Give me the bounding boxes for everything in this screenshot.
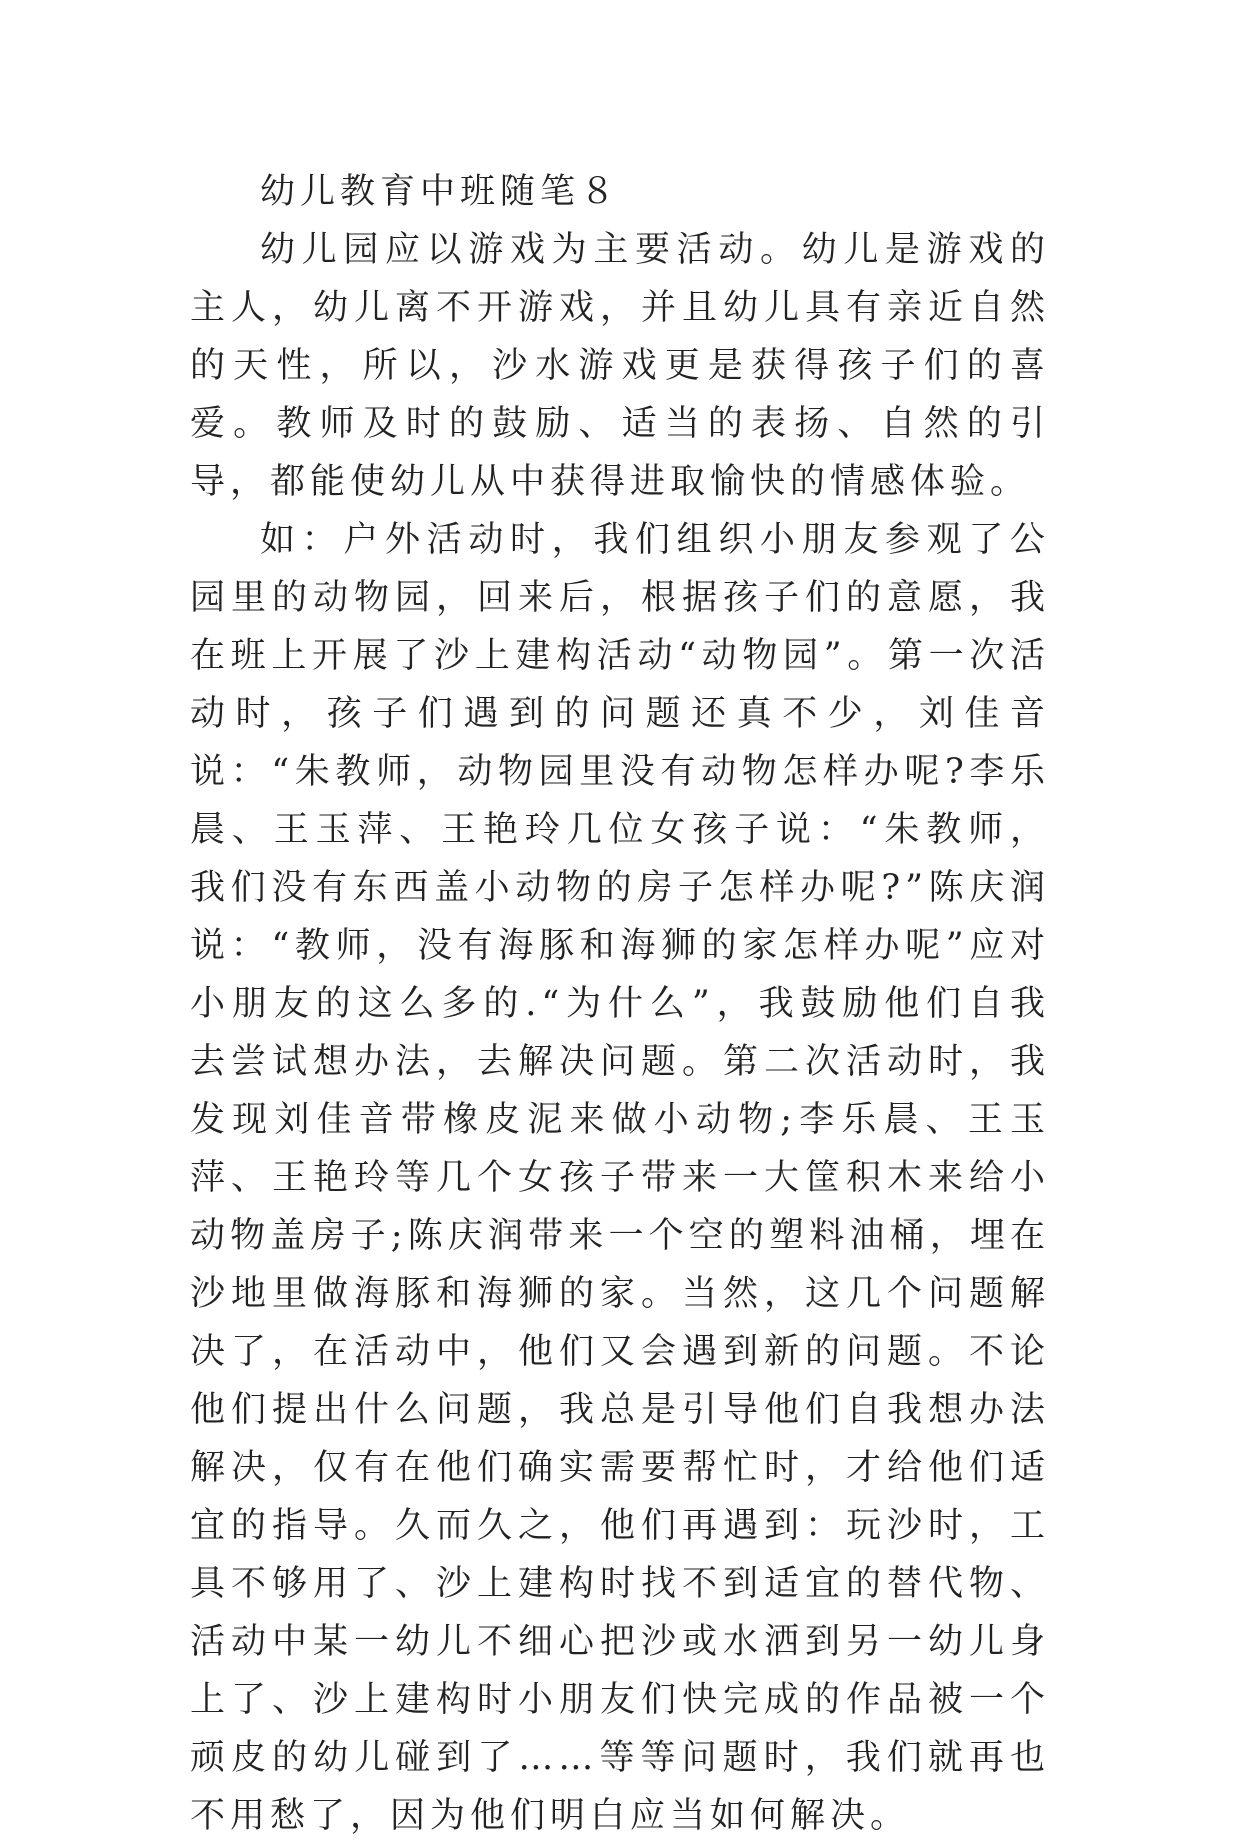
document-title: 幼儿教育中班随笔８ — [260, 172, 621, 212]
paragraph-1: 幼儿园应以游戏为主要活动。幼儿是游戏的主人，幼儿离不开游戏，并且幼儿具有亲近自然的天性，所以，沙水游戏更是获得孩子们的喜爱。教师及时的鼓励、适当的表扬、自然的引导，都能使幼儿从中获得进取愉快的情感体验。 — [190, 230, 1050, 502]
document-body — [190, 163, 1050, 1845]
paragraph-2: 如：户外活动时，我们组织小朋友参观了公园里的动物园，回来后，根据孩子们的意愿，我在班上开展了沙上建构活动“动物园”。第一次活动时，孩子们遇到的问题还真不少，刘佳音说：“朱教师，动物园里没有动物怎样办呢?李乐晨、王玉萍、王艳玲几位女孩子说：“朱教师，我们没有东西盖小动物的房子怎样办呢?”陈庆润说：“教师，没有海豚和海狮的家怎样办呢”应对小朋友的这么多的.“为什么”，我鼓励他们自我去尝试想办法，去解决问题。第二次活动时，我发现刘佳音带橡皮泥来做小动物;李乐晨、王玉萍、王艳玲等几个女孩子带来一大筐积木来给小动物盖房子;陈庆润带来一个空的塑料油桶，埋在沙地里做海豚和海狮的家。当然，这几个问题解决了，在活动中，他们又会遇到新的问题。不论他们提出什么问题，我总是引导他们自我想办法解决，仅有在他们确实需要帮忙时，才给他们适宜的指导。久而久之，他们再遇到：玩沙时，工具不够用了、沙上建构时找不到适宜的替代物、活动中某一幼儿不细心把沙或水洒到另一幼儿身上了、沙上建构时小朋友们快完成的作品被一个顽皮的幼儿碰到了……等等问题时，我们就再也不用愁了，因为他们明白应当如何解决。 — [190, 520, 1050, 1836]
